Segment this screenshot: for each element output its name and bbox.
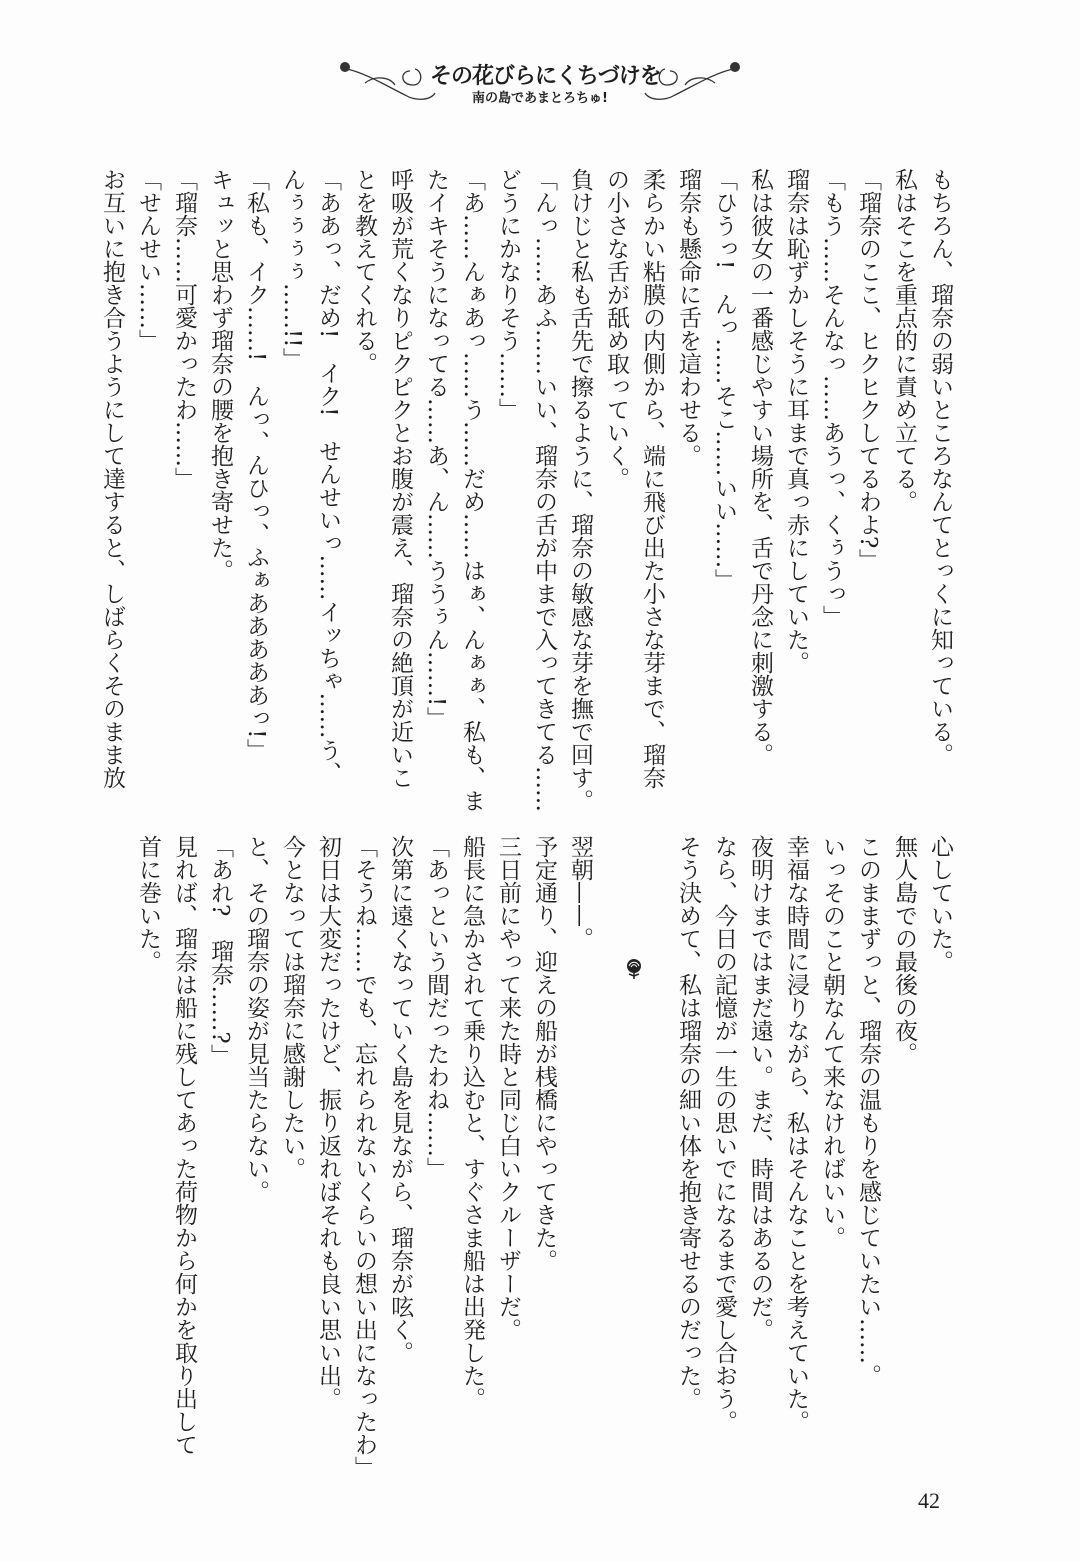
text-line: 首に巻いた。 (135, 835, 161, 973)
text-line: もちろん、瑠奈の弱いところなんてとっくに知っている。 (927, 168, 953, 766)
text-line: 「せんせい……」 (135, 168, 161, 352)
text-line: 三日前にやって来た時と同じ白いクルーザーだ。 (495, 835, 521, 1341)
text-line: 「私も、イク……! んっ、んひっ、ふぁあああああっ!」 (243, 168, 269, 762)
text-block-bottom (130, 835, 958, 1479)
text-line: 見れば、瑠奈は船に残してあった荷物から何かを取り出して (171, 835, 197, 1456)
text-line: 翌朝——。 (567, 835, 593, 950)
text-line: 今となっては瑠奈に感謝したい。 (279, 835, 305, 1180)
text-line: とを教えてくれる。 (351, 168, 377, 375)
text-line: お互いに抱き合うようにして達すると、しばらくそのまま放 (99, 168, 125, 789)
text-line: 「もう……そんなっ……あうっ、くぅうっ」 (819, 168, 845, 628)
book-title: その花びらにくちづけを (430, 64, 661, 89)
text-line: 「瑠奈……可愛かったわ……」 (171, 168, 197, 490)
text-line: 「ああっ、だめ! イク! せんせいっ……イッちゃ……う、 (315, 168, 341, 785)
text-line: 心していた。 (927, 835, 953, 973)
text-line: 柔らかい粘膜の内側から、端に飛び出た小さな芽まで、瑠奈 (639, 168, 665, 789)
text-line: 夜明けまではまだ遠い。まだ、時間はあるのだ。 (747, 835, 773, 1341)
text-line: 瑠奈は恥ずかしそうに耳まで真っ赤にしていた。 (783, 168, 809, 674)
text-line: 「あ……んぁあっ……う……だめ……はぁ、んぁぁ、私も、ま (459, 168, 485, 812)
text-line: 「んっ……あふ……いい、瑠奈の舌が中まで入ってきてる…… (531, 168, 557, 812)
text-line: そう決めて、私は瑠奈の細い体を抱き寄せるのだった。 (675, 835, 701, 1410)
text-line: どうにかなりそう……」 (495, 168, 521, 421)
text-line: 「そうね……でも、忘れられないくらいの想い出になったわ」 (351, 835, 377, 1479)
text-line: 幸福な時間に浸りながら、私はそんなことを考えていた。 (783, 835, 809, 1433)
text-line: 「ひうっ! んっ……そこ……いい……」 (711, 168, 737, 592)
text-line: 呼吸が荒くなりピクピクとお腹が震え、瑠奈の絶頂が近いこ (387, 168, 413, 789)
text-line: いっそのこと朝なんて来なければいい。 (819, 835, 845, 1249)
text-line: 瑠奈も懸命に舌を這わせる。 (675, 168, 701, 467)
text-line: たイキそうになってる……あ、ん……ううぅん……!」 (423, 168, 449, 730)
text-block-top (94, 168, 958, 812)
text-line: 船長に急かされて乗り込むと、すぐさま船は出発した。 (459, 835, 485, 1410)
text-line: キュッと思わず瑠奈の腰を抱き寄せた。 (207, 168, 233, 582)
page-number: 42 (918, 1488, 940, 1513)
chapter-header (335, 55, 745, 115)
text-line: 「あっという間だったわね……」 (423, 835, 449, 1180)
text-line: このままずっと、瑠奈の温もりを感じていたい……。 (855, 835, 881, 1387)
text-line: 「あれ? 瑠奈……?」 (207, 835, 233, 1067)
text-line: 私はそこを重点的に責め立てる。 (891, 168, 917, 513)
text-line: 初日は大変だったけど、振り返ればそれも良い思い出。 (315, 835, 341, 1410)
text-line: 「瑠奈のここ、ヒクヒクしてるわよ?」 (855, 168, 881, 572)
text-line: の小さな舌が舐め取っていく。 (603, 168, 629, 490)
text-line: 無人島での最後の夜。 (891, 835, 917, 1065)
text-line: 負けじと私も舌先で擦るように、瑠奈の敏感な芽を撫で回す。 (567, 168, 593, 812)
text-line: と、その瑠奈の姿が見当たらない。 (243, 835, 269, 1203)
text-line: 私は彼女の一番感じやすい場所を、舌で丹念に刺激する。 (747, 168, 773, 766)
text-line: 次第に遠くなっていく島を見ながら、瑠奈が呟く。 (387, 835, 413, 1364)
text-line: なら、今日の記憶が一生の思いでになるまで愛し合おう。 (711, 835, 737, 1433)
text-line: んぅぅぅぅ……!!」 (279, 168, 305, 371)
book-subtitle: 南の島であまとろちゅ! (472, 91, 608, 106)
rose-icon (598, 835, 670, 1445)
text-line: 予定通り、迎えの船が桟橋にやってきた。 (531, 835, 557, 1272)
